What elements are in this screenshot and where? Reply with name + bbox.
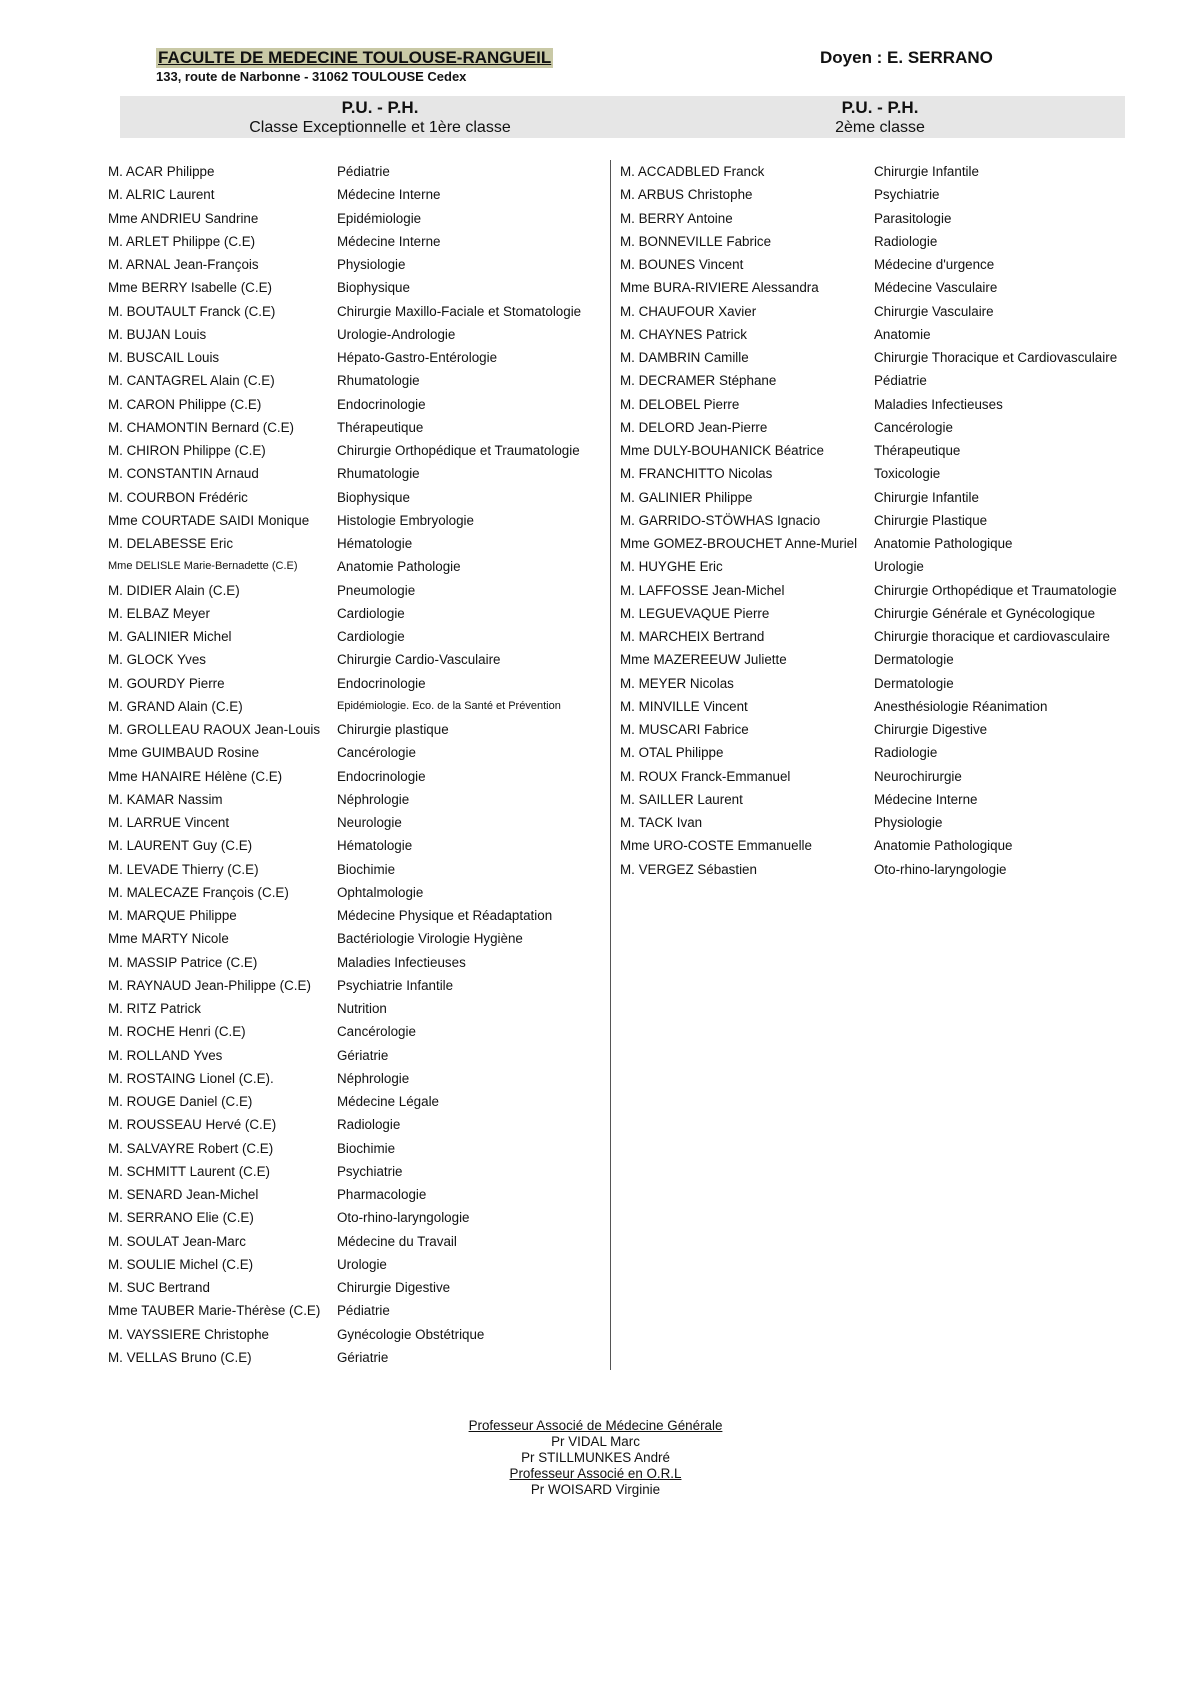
list-item [620,160,1140,183]
professor-name: Mme BERRY Isabelle (C.E) [108,280,272,296]
professor-name: M. SALVAYRE Robert (C.E) [108,1140,274,1156]
professor-name: Mme ANDRIEU Sandrine [108,210,259,226]
professor-name: M. BERRY Antoine [620,210,733,226]
specialty: Chirurgie Orthopédique et Traumatologie [337,443,580,458]
professor-name: Mme BURA-RIVIERE Alessandra [620,280,819,296]
professor-name: M. ARLET Philippe (C.E) [108,233,256,249]
section-title-left: P.U. - P.H. [341,98,419,117]
list-item [620,858,1140,881]
list-item [108,1160,608,1183]
professor-name: M. SUC Bertrand [108,1280,210,1295]
professor-name: M. MARCHEIX Bertrand [620,629,765,644]
specialty: Ophtalmologie [337,884,424,900]
professor-name: M. ROLLAND Yves [108,1047,223,1063]
professor-name: M. MASSIP Patrice (C.E) [108,954,258,970]
professor-name: M. ROUGE Daniel (C.E) [108,1094,253,1109]
specialty: Hépato-Gastro-Entérologie [337,350,498,365]
professor-name: M. SENARD Jean-Michel [108,1187,259,1202]
professor-name: M. CARON Philippe (C.E) [108,396,262,412]
list-item [108,486,608,509]
professor-name: M. COURBON Frédéric [108,489,248,505]
list-item [108,462,608,485]
specialty: Toxicologie [874,466,941,482]
professor-name: M. ROSTAING Lionel (C.E). [108,1070,274,1086]
professor-name: M. DIDIER Alain (C.E) [108,582,240,598]
professor-name: M. MALECAZE François (C.E) [108,884,289,900]
specialty: Chirurgie thoracique et cardiovasculaire [874,629,1110,644]
professor-name: M. ACCADBLED Franck [620,164,765,179]
professor-name: Mme TAUBER Marie-Thérèse (C.E) [108,1303,321,1319]
professor-name: Mme DELISLE Marie-Bernadette (C.E) [108,560,298,573]
specialty: Endocrinologie [337,396,426,412]
list-item [108,1137,608,1160]
list-item [108,1230,608,1253]
list-item [620,765,1140,788]
specialty: Gynécologie Obstétrique [337,1326,485,1342]
list-item [108,346,608,369]
list-item [108,927,608,950]
professor-name: M. CHAYNES Patrick [620,326,747,342]
specialty: Hématologie [337,536,413,551]
specialty: Rhumatologie [337,466,420,482]
specialty: Biochimie [337,1140,396,1156]
specialty: Anatomie Pathologique [874,536,1013,551]
footer-name: Pr VIDAL Marc [551,1434,640,1449]
list-item [108,1090,608,1113]
list-item [108,1044,608,1067]
section-subtitle-right: 2ème classe [835,119,925,136]
professor-name: M. GALINIER Philippe [620,489,753,505]
specialty: Nutrition [337,1001,387,1016]
list-item [108,579,608,602]
list-item [620,439,1140,462]
list-item [620,323,1140,346]
specialty: Chirurgie Vasculaire [874,303,994,319]
list-item [108,509,608,532]
specialty: Psychiatrie [337,1163,403,1179]
professor-name: Mme DULY-BOUHANICK Béatrice [620,443,824,458]
list-item [108,997,608,1020]
specialty: Rhumatologie [337,373,420,389]
professor-name: Mme URO-COSTE Emmanuelle [620,838,812,854]
professor-name: M. BONNEVILLE Fabrice [620,233,772,249]
specialty: Chirurgie Maxillo-Faciale et Stomatologie [337,303,582,319]
professor-name: Mme MARTY Nicole [108,931,229,947]
professor-name: M. LARRUE Vincent [108,815,230,830]
list-item [108,834,608,857]
list-item [108,1113,608,1136]
professor-name: M. RAYNAUD Jean-Philippe (C.E) [108,977,311,993]
specialty: Urologie-Andrologie [337,326,456,342]
list-item [108,183,608,206]
specialty: Anesthésiologie Réanimation [874,698,1048,714]
specialty: Radiologie [337,1117,401,1133]
professor-name: M. ROUX Franck-Emmanuel [620,768,791,784]
specialty: Chirurgie Générale et Gynécologique [874,605,1096,621]
list-item [108,881,608,904]
list-item [620,579,1140,602]
professor-name: M. MUSCARI Fabrice [620,722,749,737]
professor-name: M. ARNAL Jean-François [108,257,259,272]
professor-name: M. VAYSSIERE Christophe [108,1326,269,1342]
specialty: Biophysique [337,280,410,296]
specialty: Médecine du Travail [337,1233,457,1249]
list-item [620,486,1140,509]
professor-name: M. GRAND Alain (C.E) [108,698,243,714]
list-item [108,1067,608,1090]
list-item [108,300,608,323]
specialty: Neurologie [337,815,402,830]
list-item [620,253,1140,276]
professor-name: M. DECRAMER Stéphane [620,373,777,389]
footer-name: Pr WOISARD Virginie [530,1482,661,1497]
professor-name: M. CHIRON Philippe (C.E) [108,443,266,458]
specialty: Médecine Interne [337,187,441,203]
specialty: Médecine Légale [337,1094,439,1109]
list-item [620,532,1140,555]
professor-name: Mme GOMEZ-BROUCHET Anne-Muriel [620,536,858,551]
list-item [108,695,608,718]
list-item [108,811,608,834]
specialty: Pharmacologie [337,1187,427,1202]
professor-name: M. LEVADE Thierry (C.E) [108,861,259,877]
professor-name: M. KAMAR Nassim [108,791,223,807]
specialty: Gériatrie [337,1047,389,1063]
professor-name: M. ALRIC Laurent [108,187,215,203]
specialty: Neurochirurgie [874,768,962,784]
professor-name: M. DELORD Jean-Pierre [620,419,768,435]
list-item [620,602,1140,625]
professor-name: M. GOURDY Pierre [108,675,225,691]
specialty: Cardiologie [337,629,405,644]
professor-name: M. TACK Ivan [620,815,703,830]
specialty: Dermatologie [874,652,954,668]
specialty: Anatomie Pathologique [874,838,1013,854]
list-item [108,555,608,578]
professor-name: M. SAILLER Laurent [620,791,743,807]
professor-name: M. ROUSSEAU Hervé (C.E) [108,1117,277,1133]
professor-name: M. MINVILLE Vincent [620,698,748,714]
list-item [620,695,1140,718]
specialty: Cancérologie [874,419,953,435]
specialty: Chirurgie Digestive [337,1280,451,1295]
list-item [108,439,608,462]
professor-name: M. VERGEZ Sébastien [620,861,757,877]
professors-list-second-class [620,160,1140,881]
specialty: Psychiatrie Infantile [337,977,454,993]
specialty: Bactériologie Virologie Hygiène [337,931,523,947]
professor-name: M. HUYGHE Eric [620,559,723,575]
list-item [108,369,608,392]
list-item [108,672,608,695]
section-header-left [120,98,640,137]
list-item [108,532,608,555]
professor-name: M. GROLLEAU RAOUX Jean-Louis [108,722,321,737]
specialty: Chirurgie Cardio-Vasculaire [337,652,501,668]
footer-name: Pr STILLMUNKES André [521,1450,670,1465]
associate-professors-footer [0,1418,1191,1498]
list-item [108,393,608,416]
specialty: Chirurgie Infantile [874,164,979,179]
faculty-header [156,48,553,84]
specialty: Physiologie [337,257,406,272]
specialty: Cancérologie [337,745,416,761]
list-item [620,369,1140,392]
list-item [620,555,1140,578]
specialty: Pneumologie [337,582,416,598]
specialty: Pédiatrie [337,1303,390,1319]
list-item [108,253,608,276]
specialty: Médecine d'urgence [874,257,995,272]
professor-name: M. MEYER Nicolas [620,675,734,691]
list-item [108,1206,608,1229]
faculty-title: FACULTE DE MEDECINE TOULOUSE-RANGUEIL [158,48,552,67]
professor-name: M. CHAMONTIN Bernard (C.E) [108,419,294,435]
specialty: Cardiologie [337,605,405,621]
list-item [108,974,608,997]
list-item [108,160,608,183]
list-item [108,718,608,741]
specialty: Oto-rhino-laryngologie [874,861,1007,877]
specialty: Chirurgie Orthopédique et Traumatologie [874,582,1117,598]
specialty: Hématologie [337,838,413,854]
dean-label: Doyen : E. SERRANO [820,48,993,67]
specialty: Chirurgie Digestive [874,722,988,737]
list-item [108,1183,608,1206]
list-item [620,346,1140,369]
list-item [620,230,1140,253]
specialty: Dermatologie [874,675,954,691]
footer-heading-orl: Professeur Associé en O.R.L [509,1466,682,1481]
list-item [620,672,1140,695]
specialty: Oto-rhino-laryngologie [337,1210,470,1226]
professor-name: M. BOUNES Vincent [620,257,744,272]
professor-name: M. RITZ Patrick [108,1001,201,1016]
list-item [108,741,608,764]
professor-name: M. DELABESSE Eric [108,536,234,551]
list-item [620,834,1140,857]
specialty: Chirurgie Thoracique et Cardiovasculaire [874,350,1118,365]
specialty: Thérapeutique [337,419,424,435]
list-item [620,718,1140,741]
specialty: Médecine Interne [337,233,441,249]
professor-name: M. SERRANO Elie (C.E) [108,1210,254,1226]
professor-name: M. ROCHE Henri (C.E) [108,1024,246,1040]
professor-name: M. CHAUFOUR Xavier [620,303,757,319]
specialty: Urologie [337,1256,387,1272]
list-item [620,183,1140,206]
list-item [620,811,1140,834]
specialty: Endocrinologie [337,675,426,691]
list-item [108,1323,608,1346]
list-item [108,1253,608,1276]
professor-name: M. LEGUEVAQUE Pierre [620,605,770,621]
professor-name: M. LAFFOSSE Jean-Michel [620,582,785,598]
specialty: Endocrinologie [337,768,426,784]
list-item [620,276,1140,299]
specialty: Epidémiologie. Eco. de la Santé et Prévention [337,699,561,712]
specialty: Médecine Physique et Réadaptation [337,908,553,923]
list-item [620,625,1140,648]
professor-name: M. DELOBEL Pierre [620,396,740,412]
specialty: Radiologie [874,233,938,249]
list-item [108,1020,608,1043]
professor-name: Mme GUIMBAUD Rosine [108,745,260,761]
specialty: Cancérologie [337,1024,416,1040]
list-item [620,393,1140,416]
list-item [108,788,608,811]
list-item [108,625,608,648]
list-item [108,323,608,346]
list-item [108,1346,608,1369]
professor-name: Mme COURTADE SAIDI Monique [108,512,310,528]
list-item [108,602,608,625]
list-item [108,858,608,881]
specialty: Biophysique [337,489,410,505]
faculty-address: 133, route de Narbonne - 31062 TOULOUSE Cedex [156,69,467,84]
list-item [108,648,608,671]
list-item [108,951,608,974]
professor-name: M. OTAL Philippe [620,745,724,761]
specialty: Gériatrie [337,1349,389,1365]
specialty: Pédiatrie [874,373,927,389]
list-item [108,416,608,439]
specialty: Néphrologie [337,791,410,807]
professor-name: M. BUSCAIL Louis [108,350,220,365]
list-item [108,230,608,253]
professor-name: M. CANTAGREL Alain (C.E) [108,373,275,389]
specialty: Maladies Infectieuses [874,396,1003,412]
specialty: Physiologie [874,815,943,830]
specialty: Chirurgie Plastique [874,512,988,528]
list-item [108,765,608,788]
professor-name: M. ARBUS Christophe [620,187,753,203]
list-item [620,207,1140,230]
specialty: Chirurgie plastique [337,722,449,737]
specialty: Urologie [874,559,924,575]
professor-name: Mme MAZEREEUW Juliette [620,652,787,668]
section-header-right [760,98,1000,137]
specialty: Epidémiologie [337,210,422,226]
list-item [620,788,1140,811]
specialty: Anatomie Pathologie [337,559,461,575]
professor-name: M. BOUTAULT Franck (C.E) [108,303,276,319]
list-item [108,1276,608,1299]
professors-list-first-class [108,160,608,1369]
list-item [620,648,1140,671]
professor-name: M. VELLAS Bruno (C.E) [108,1349,252,1365]
professor-name: M. SOULAT Jean-Marc [108,1233,246,1249]
professor-name: M. BUJAN Louis [108,326,207,342]
professor-name: M. GALINIER Michel [108,629,232,644]
professor-name: M. ACAR Philippe [108,164,215,179]
list-item [108,904,608,927]
professor-name: M. GLOCK Yves [108,652,206,668]
list-item [108,207,608,230]
professor-name: M. GARRIDO-STÖWHAS Ignacio [620,512,821,528]
professor-name: M. LAURENT Guy (C.E) [108,838,253,854]
specialty: Biochimie [337,861,396,877]
list-item [620,509,1140,532]
specialty: Pédiatrie [337,164,390,179]
list-item [620,462,1140,485]
professor-name: M. SCHMITT Laurent (C.E) [108,1163,270,1179]
specialty: Chirurgie Infantile [874,489,979,505]
specialty: Radiologie [874,745,938,761]
professor-name: M. ELBAZ Meyer [108,605,210,621]
list-item [620,741,1140,764]
list-item [108,276,608,299]
professor-name: M. CONSTANTIN Arnaud [108,466,259,482]
section-title-right: P.U. - P.H. [841,98,919,117]
specialty: Anatomie [874,326,931,342]
professor-name: M. FRANCHITTO Nicolas [620,466,773,482]
footer-heading-general-medicine: Professeur Associé de Médecine Générale [468,1418,723,1433]
professor-name: Mme HANAIRE Hélène (C.E) [108,768,283,784]
specialty: Thérapeutique [874,443,961,458]
list-item [108,1299,608,1322]
specialty: Néphrologie [337,1070,410,1086]
professor-name: M. SOULIE Michel (C.E) [108,1256,254,1272]
specialty: Médecine Vasculaire [874,280,998,296]
specialty: Parasitologie [874,210,952,226]
specialty: Histologie Embryologie [337,512,474,528]
list-item [620,300,1140,323]
list-item [620,416,1140,439]
specialty: Maladies Infectieuses [337,954,466,970]
professor-name: M. MARQUE Philippe [108,908,237,923]
specialty: Psychiatrie [874,187,940,203]
professor-name: M. DAMBRIN Camille [620,350,749,365]
section-subtitle-left: Classe Exceptionnelle et 1ère classe [249,119,511,136]
column-divider [610,160,611,1370]
specialty: Médecine Interne [874,791,978,807]
